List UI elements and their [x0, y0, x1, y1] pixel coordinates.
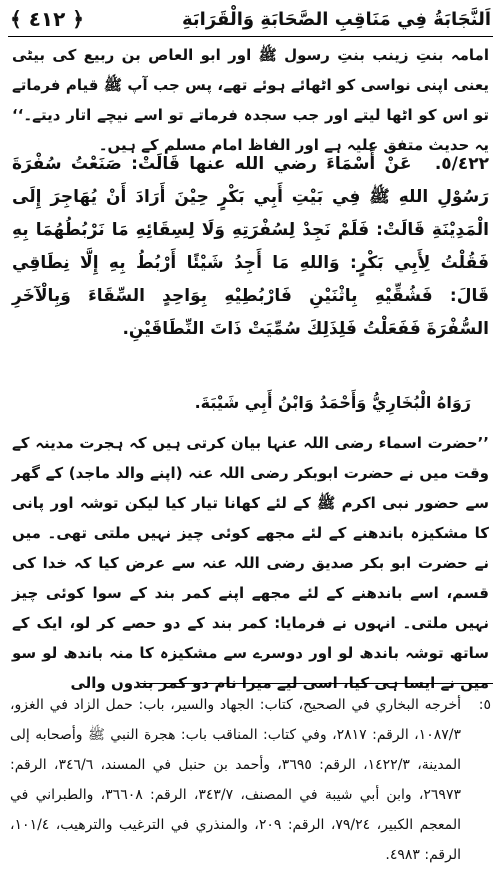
page-number: ﴿ ٤١٢ ﴾	[10, 7, 84, 31]
footnote-mark: ٥:	[478, 697, 491, 713]
urdu-paragraph-1: امامہ بنتِ زینب بنتِ رسول ﷺ اور ابو العاص بن ربیع کی بیٹی یعنی اپنی نواسی کو اٹھائے ہوئے تھے، پس جب آپ ﷺ قیام فرماتے تو اس کو اٹھا لیتے اور جب سجدہ فرماتے تو اسے نیچے اتار دیتے۔‘‘ یہ حدیث متفق علیہ ہے اور الفاظ امام مسلم کے ہیں۔	[12, 46, 489, 154]
hadith-number: ٥/٤٢٢.	[434, 154, 490, 174]
running-title: اَلنَّجَابَةُ فِي مَنَاقِبِ الصَّحَابَةِ وَالْقَرَابَةِ	[181, 8, 491, 30]
footnote-divider	[140, 683, 493, 684]
hadith-arabic-text: عَنْ أَسْمَاءَ رضي الله عنها قَالَتْ: صَنَعْتُ سُفْرَةَ رَسُوْلِ اللهِ ﷺ فِي بَيْتِ أَبِي بَكْرٍ حِيْنَ أَرَادَ أَنْ يُهَاجِرَ إِلَى الْمَدِيْنَةِ قَالَتْ: فَلَمْ نَجِدْ لِسُفْرَتِهِ وَلَا لِسِقَائِهِ مَا نَرْبُطُهُمَا بِهِ فَقُلْتُ لِأَبِي بَكْرٍ: وَاللهِ مَا أَجِدُ شَيْئًا أَرْبُطُ بِهِ إِلَّا نِطَاقِي قَالَ: فَشُقِّيْهِ بِاثْنَيْنِ فَارْبُطِيْهِ بِوَاحِدٍ السِّقَاءَ وَبِالْآخَرِ السُّفْرَةَ فَفَعَلْتُ فَلِذَلِكَ سُمِّيَتْ ذَاتَ النِّطَاقَيْنِ.	[12, 154, 489, 339]
page-header	[10, 4, 491, 34]
footnote	[10, 690, 491, 870]
urdu-paragraph-2: ’’حضرت اسماء رضی اللہ عنہا بیان کرتی ہیں کہ ہجرت مدینہ کے وقت میں نے حضرت ابوبکر رضی اللہ عنہ (اپنے والد ماجد) کے گھر سے حضور نبی اکرم ﷺ کے لئے کھانا تیار کیا لیکن توشہ اور پانی کا مشکیزہ باندھنے کے لئے مجھے کوئی چیز نہیں ملتی تھی۔ میں نے حضرت ابو بکر صدیق رضی اللہ عنہ سے عرض کیا کہ خدا کی قسم، اسے باندھنے کے لئے مجھے اپنے کمر بند کے سوا کوئی چیز نہیں ملتی۔ انہوں نے فرمایا: کمر بند کے دو حصے کر لو، ایک کے ساتھ توشہ باندھ لو اور دوسرے سے مشکیزہ کا منہ باندھ لو سو میں نے ایسا ہی کیا، اسی لیے میرا نام دو کمر بندوں والی	[12, 434, 489, 692]
header-divider	[8, 36, 493, 37]
hadith-arabic-block	[12, 148, 489, 346]
hadith-source: رَوَاهُ الْبُخَارِيُّ وَأَحْمَدُ وَابْنُ أَبِي شَيْبَةَ.	[194, 393, 471, 412]
footnote-text: أخرجه البخاري في الصحيح، كتاب: الجهاد والسير، باب: حمل الزاد في الغزو، ١٠٨٧/٣، الرقم: ٢٨١٧، وفي كتاب: المناقب باب: هجرة النبي ﷺ وأصحابه إلى المدينة، ١٤٢٢/٣، الرقم: ٣٦٩٥، وأحمد بن حنبل في المسند، ٣٤٦/٦، الرقم: ٢٦٩٧٣، وابن أبي شيبة في المصنف، ٣٤٣/٧، الرقم: ٣٦٦٠٨، والطبراني في المعجم الكبير، ٧٩/٢٤، الرقم: ٢٠٩، والمنذري في الترغيب والترهيب، ١٠١/٤، الرقم: ٤٩٨٣.	[10, 697, 462, 863]
